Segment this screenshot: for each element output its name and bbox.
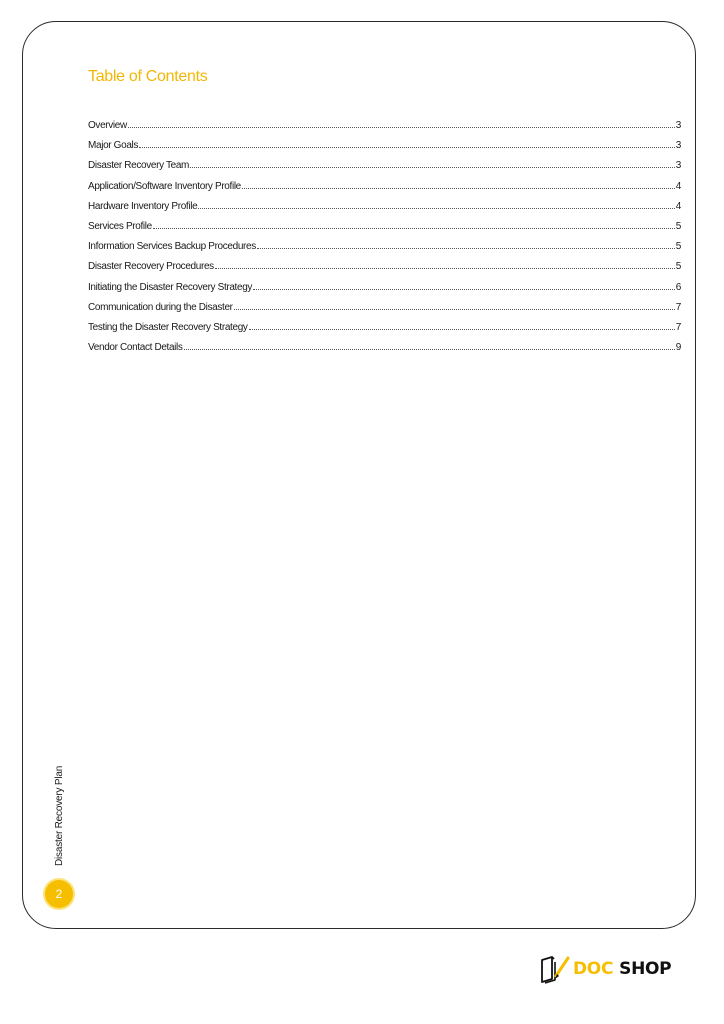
toc-entry[interactable]	[88, 181, 681, 201]
toc-entry-label: Initiating the Disaster Recovery Strategy	[88, 281, 253, 293]
brand-logo	[538, 952, 671, 986]
toc-list	[88, 120, 681, 362]
toc-entry[interactable]	[88, 261, 681, 281]
toc-entry-label: Communication during the Disaster	[88, 301, 233, 313]
page-number-badge: 2	[45, 880, 73, 908]
toc-leader-dots	[234, 309, 675, 310]
toc-leader-dots	[249, 329, 675, 330]
brand-word-doc: DOC	[573, 959, 614, 979]
toc-entry[interactable]	[88, 282, 681, 302]
toc-entry-page: 3	[675, 160, 681, 172]
toc-entry-page: 7	[675, 321, 681, 333]
toc-leader-dots	[198, 208, 674, 209]
toc-entry-label: Major Goals	[88, 140, 139, 152]
side-document-title: Disaster Recovery Plan	[54, 765, 65, 866]
toc-entry[interactable]	[88, 120, 681, 140]
toc-entry-page: 9	[675, 342, 681, 354]
toc-entry-label: Disaster Recovery Procedures	[88, 261, 214, 273]
toc-leader-dots	[190, 167, 675, 168]
toc-entry[interactable]	[88, 221, 681, 241]
toc-leader-dots	[253, 289, 675, 290]
toc-leader-dots	[139, 147, 675, 148]
toc-leader-dots	[242, 188, 675, 189]
toc-entry-page: 6	[675, 281, 681, 293]
brand-word-shop: SHOP	[619, 959, 672, 979]
toc-entry-page: 3	[675, 140, 681, 152]
toc-entry-label: Information Services Backup Procedures	[88, 241, 256, 253]
toc-entry-page: 7	[675, 301, 681, 313]
toc-entry-page: 5	[675, 241, 681, 253]
toc-entry-label: Services Profile	[88, 220, 152, 232]
toc-entry-page: 5	[675, 261, 681, 273]
toc-entry[interactable]	[88, 322, 681, 342]
toc-entry-page: 5	[675, 220, 681, 232]
doc-shop-logo-icon	[538, 952, 572, 986]
toc-leader-dots	[215, 268, 675, 269]
toc-entry-label: Application/Software Inventory Profile	[88, 180, 241, 192]
toc-entry[interactable]	[88, 201, 681, 221]
toc-entry[interactable]	[88, 302, 681, 322]
toc-entry-page: 4	[675, 200, 681, 212]
toc-entry-page: 3	[675, 120, 681, 131]
toc-entry[interactable]	[88, 342, 681, 362]
toc-entry[interactable]	[88, 140, 681, 160]
toc-entry-label: Vendor Contact Details	[88, 342, 183, 354]
toc-leader-dots	[184, 349, 675, 350]
toc-entry-label: Disaster Recovery Team	[88, 160, 190, 172]
toc-entry-label: Hardware Inventory Profile	[88, 200, 198, 212]
toc-title: Table of Contents	[88, 68, 208, 85]
toc-entry-label: Overview	[88, 120, 127, 131]
toc-entry[interactable]	[88, 160, 681, 180]
toc-leader-dots	[128, 127, 675, 128]
toc-leader-dots	[153, 228, 675, 229]
toc-entry-label: Testing the Disaster Recovery Strategy	[88, 321, 248, 333]
toc-leader-dots	[257, 248, 675, 249]
toc-entry-page: 4	[675, 180, 681, 192]
toc-entry[interactable]	[88, 241, 681, 261]
